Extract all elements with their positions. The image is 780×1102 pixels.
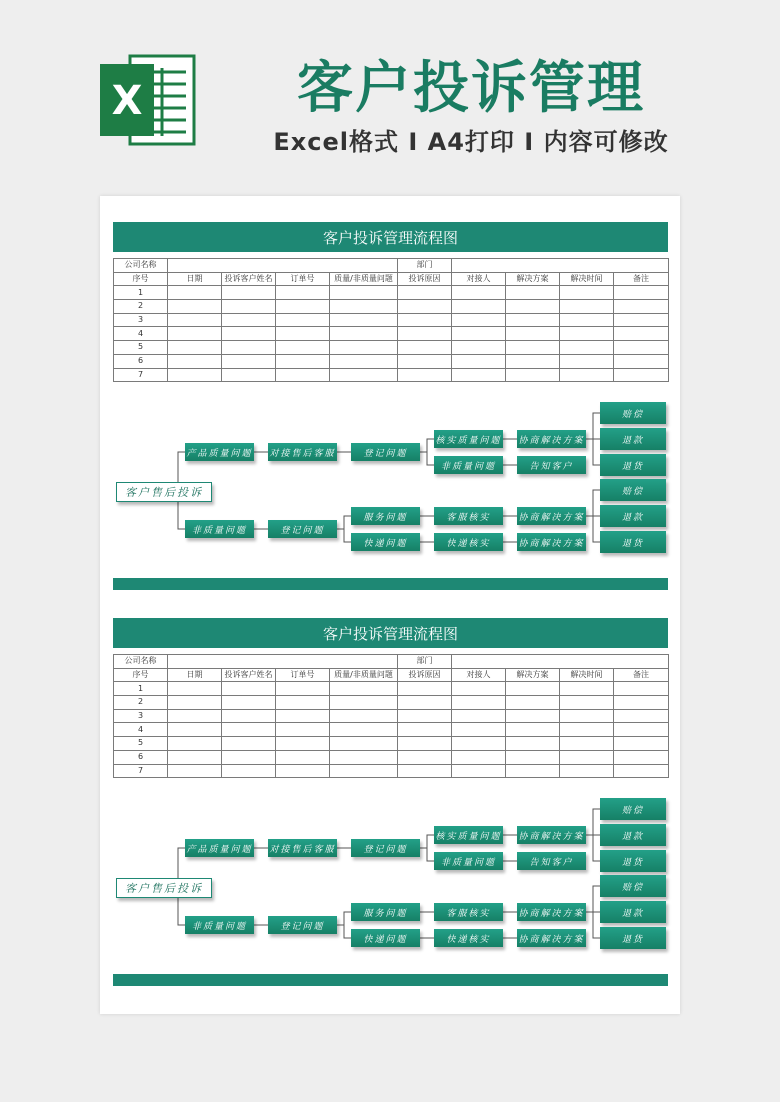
dept-label: 部门 <box>398 655 452 669</box>
table-row <box>114 341 669 355</box>
flow-node-non-quality-issue: 非质量问题 <box>185 520 254 538</box>
table-row <box>114 709 669 723</box>
flow-node-root: 客户售后投诉 <box>116 878 212 898</box>
template-section-2 <box>100 592 680 992</box>
flow-node-return: 退货 <box>600 454 666 476</box>
flow-node-return: 退货 <box>600 531 666 553</box>
row-number: 5 <box>114 737 168 751</box>
row-number: 3 <box>114 313 168 327</box>
complaint-table <box>113 258 669 382</box>
complaint-flowchart <box>100 396 680 568</box>
flow-node-refund: 退款 <box>600 505 666 527</box>
flow-node-reception: 对接售后客服 <box>268 443 337 461</box>
table-row <box>114 286 669 300</box>
dept-value-cell[interactable] <box>452 259 669 273</box>
row-number: 4 <box>114 327 168 341</box>
complaint-flowchart <box>100 792 680 964</box>
row-number: 7 <box>114 764 168 778</box>
column-header: 序号 <box>114 668 168 682</box>
table-row <box>114 259 669 273</box>
column-header: 订单号 <box>276 272 330 286</box>
company-label: 公司名称 <box>114 259 168 273</box>
row-number: 3 <box>114 709 168 723</box>
flow-node-compensate: 赔偿 <box>600 798 666 820</box>
column-header: 订单号 <box>276 668 330 682</box>
column-header: 投诉客户姓名 <box>222 272 276 286</box>
flow-node-non-quality-issue: 非质量问题 <box>185 916 254 934</box>
row-number: 2 <box>114 300 168 314</box>
flow-node-non-quality: 非质量问题 <box>434 852 503 870</box>
excel-logo-icon <box>100 52 198 148</box>
flow-node-compensate: 赔偿 <box>600 479 666 501</box>
flow-node-quality-issue: 产品质量问题 <box>185 839 254 857</box>
flow-node-cs-verify: 客服核实 <box>434 507 503 525</box>
flow-node-negotiate: 协商解决方案 <box>517 929 586 947</box>
column-header: 投诉原因 <box>398 272 452 286</box>
template-section-1 <box>100 196 680 596</box>
row-number: 6 <box>114 750 168 764</box>
flow-node-register: 登记问题 <box>351 839 420 857</box>
row-number: 5 <box>114 341 168 355</box>
flow-node-return: 退货 <box>600 927 666 949</box>
flow-node-return: 退货 <box>600 850 666 872</box>
sheet-title: 客户投诉管理流程图 <box>113 222 668 252</box>
flow-node-express-issue: 快递问题 <box>351 929 420 947</box>
table-row <box>114 300 669 314</box>
flow-node-negotiate: 协商解决方案 <box>517 430 586 448</box>
row-number: 1 <box>114 682 168 696</box>
table-row <box>114 764 669 778</box>
column-header: 解决时间 <box>560 272 614 286</box>
column-header: 质量/非质量问题 <box>330 272 398 286</box>
column-header: 序号 <box>114 272 168 286</box>
table-row <box>114 327 669 341</box>
flow-node-reception: 对接售后客服 <box>268 839 337 857</box>
flow-node-verify-quality: 核实质量问题 <box>434 826 503 844</box>
table-row <box>114 368 669 382</box>
table-header-row <box>114 272 669 286</box>
column-header: 日期 <box>168 668 222 682</box>
column-header: 日期 <box>168 272 222 286</box>
flow-node-negotiate: 协商解决方案 <box>517 533 586 551</box>
column-header: 投诉原因 <box>398 668 452 682</box>
flow-node-negotiate: 协商解决方案 <box>517 507 586 525</box>
table-row <box>114 313 669 327</box>
table-row <box>114 750 669 764</box>
column-header: 解决时间 <box>560 668 614 682</box>
row-number: 7 <box>114 368 168 382</box>
flow-node-express-issue: 快递问题 <box>351 533 420 551</box>
flow-node-refund: 退款 <box>600 824 666 846</box>
company-value-cell[interactable] <box>168 259 398 273</box>
flow-node-register: 登记问题 <box>351 443 420 461</box>
page-subtitle: Excel格式 Ⅰ A4打印 Ⅰ 内容可修改 <box>273 128 669 156</box>
column-header: 质量/非质量问题 <box>330 668 398 682</box>
flow-node-verify-quality: 核实质量问题 <box>434 430 503 448</box>
flow-node-service-issue: 服务问题 <box>351 507 420 525</box>
section-footer-bar <box>113 578 668 590</box>
table-row <box>114 723 669 737</box>
company-label: 公司名称 <box>114 655 168 669</box>
flow-node-compensate: 赔偿 <box>600 875 666 897</box>
logo-letter: X <box>111 78 143 124</box>
flow-node-compensate: 赔偿 <box>600 402 666 424</box>
flow-node-quality-issue: 产品质量问题 <box>185 443 254 461</box>
table-row <box>114 354 669 368</box>
row-number: 6 <box>114 354 168 368</box>
table-row <box>114 737 669 751</box>
flow-node-service-issue: 服务问题 <box>351 903 420 921</box>
column-header: 对接人 <box>452 668 506 682</box>
column-header: 备注 <box>614 668 669 682</box>
table-row <box>114 696 669 710</box>
flow-node-express-verify: 快递核实 <box>434 533 503 551</box>
column-header: 备注 <box>614 272 669 286</box>
flow-node-refund: 退款 <box>600 428 666 450</box>
table-row <box>114 655 669 669</box>
flow-node-root: 客户售后投诉 <box>116 482 212 502</box>
table-header-row <box>114 668 669 682</box>
column-header: 解决方案 <box>506 668 560 682</box>
flow-node-express-verify: 快递核实 <box>434 929 503 947</box>
complaint-table <box>113 654 669 778</box>
sheet-title: 客户投诉管理流程图 <box>113 618 668 648</box>
flow-node-notify-customer: 告知客户 <box>517 852 586 870</box>
dept-label: 部门 <box>398 259 452 273</box>
flow-node-refund: 退款 <box>600 901 666 923</box>
paper-sheet <box>100 196 680 1014</box>
row-number: 4 <box>114 723 168 737</box>
row-number: 1 <box>114 286 168 300</box>
table-row <box>114 682 669 696</box>
flow-node-non-quality: 非质量问题 <box>434 456 503 474</box>
section-footer-bar <box>113 974 668 986</box>
column-header: 投诉客户姓名 <box>222 668 276 682</box>
row-number: 2 <box>114 696 168 710</box>
flow-node-register: 登记问题 <box>268 520 337 538</box>
flow-node-negotiate: 协商解决方案 <box>517 903 586 921</box>
column-header: 对接人 <box>452 272 506 286</box>
column-header: 解决方案 <box>506 272 560 286</box>
page-title: 客户投诉管理 <box>297 56 645 121</box>
flow-node-negotiate: 协商解决方案 <box>517 826 586 844</box>
flow-node-register: 登记问题 <box>268 916 337 934</box>
company-value-cell[interactable] <box>168 655 398 669</box>
flow-node-cs-verify: 客服核实 <box>434 903 503 921</box>
dept-value-cell[interactable] <box>452 655 669 669</box>
flow-node-notify-customer: 告知客户 <box>517 456 586 474</box>
